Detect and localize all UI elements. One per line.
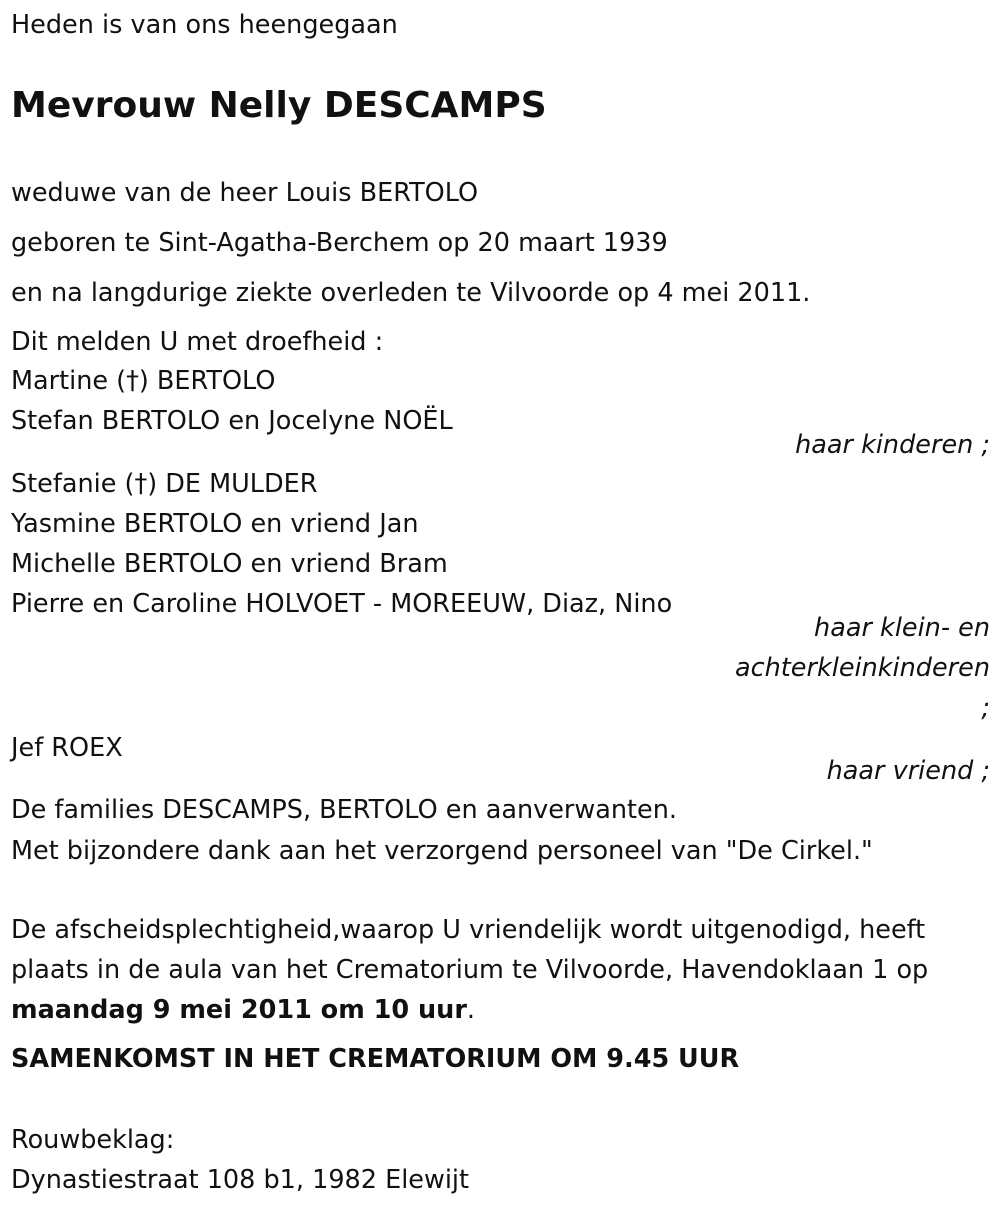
families-line: De families DESCAMPS, BERTOLO en aanverwanten. (11, 795, 677, 825)
ceremony-period: . (466, 995, 476, 1025)
thanks-line: Met bijzondere dank aan het verzorgend personeel van "De Cirkel." (11, 836, 873, 866)
friend-entry: Jef ROEX (11, 733, 123, 763)
grandchild-entry: Yasmine BERTOLO en vriend Jan (11, 509, 419, 539)
grandchild-entry: Pierre en Caroline HOLVOET - MOREEUW, Diaz, Nino (11, 589, 673, 619)
grandchildren-label: ; (981, 693, 990, 723)
deceased-name: Mevrouw Nelly DESCAMPS (11, 85, 547, 126)
announce-line: Dit melden U met droefheid : (11, 327, 384, 357)
born-line: geboren te Sint-Agatha-Berchem op 20 maart 1939 (11, 228, 668, 258)
grandchildren-label: haar klein- en (814, 613, 990, 643)
gathering-line: SAMENKOMST IN HET CREMATORIUM OM 9.45 UUR (11, 1044, 740, 1074)
ceremony-line: De afscheidsplechtigheid,waarop U vriendelijk wordt uitgenodigd, heeft (11, 915, 926, 945)
children-label: haar kinderen ; (795, 430, 990, 460)
grandchild-entry: Stefanie (†) DE MULDER (11, 469, 318, 499)
child-entry: Martine (†) BERTOLO (11, 366, 276, 396)
ceremony-date: maandag 9 mei 2011 om 10 uur (11, 995, 467, 1025)
grandchild-entry: Michelle BERTOLO en vriend Bram (11, 549, 448, 579)
died-line: en na langdurige ziekte overleden te Vilvoorde op 4 mei 2011. (11, 278, 811, 308)
friend-label: haar vriend ; (826, 756, 990, 786)
ceremony-date-line (11, 995, 476, 1025)
mourning-label: Rouwbeklag: (11, 1125, 175, 1155)
child-entry: Stefan BERTOLO en Jocelyne NOËL (11, 406, 453, 436)
ceremony-line: plaats in de aula van het Crematorium te Vilvoorde, Havendoklaan 1 op (11, 955, 929, 985)
intro-line: Heden is van ons heengegaan (11, 10, 398, 40)
mourning-address: Dynastiestraat 108 b1, 1982 Elewijt (11, 1165, 470, 1195)
grandchildren-label: achterkleinkinderen (735, 653, 990, 683)
widow-line: weduwe van de heer Louis BERTOLO (11, 178, 479, 208)
